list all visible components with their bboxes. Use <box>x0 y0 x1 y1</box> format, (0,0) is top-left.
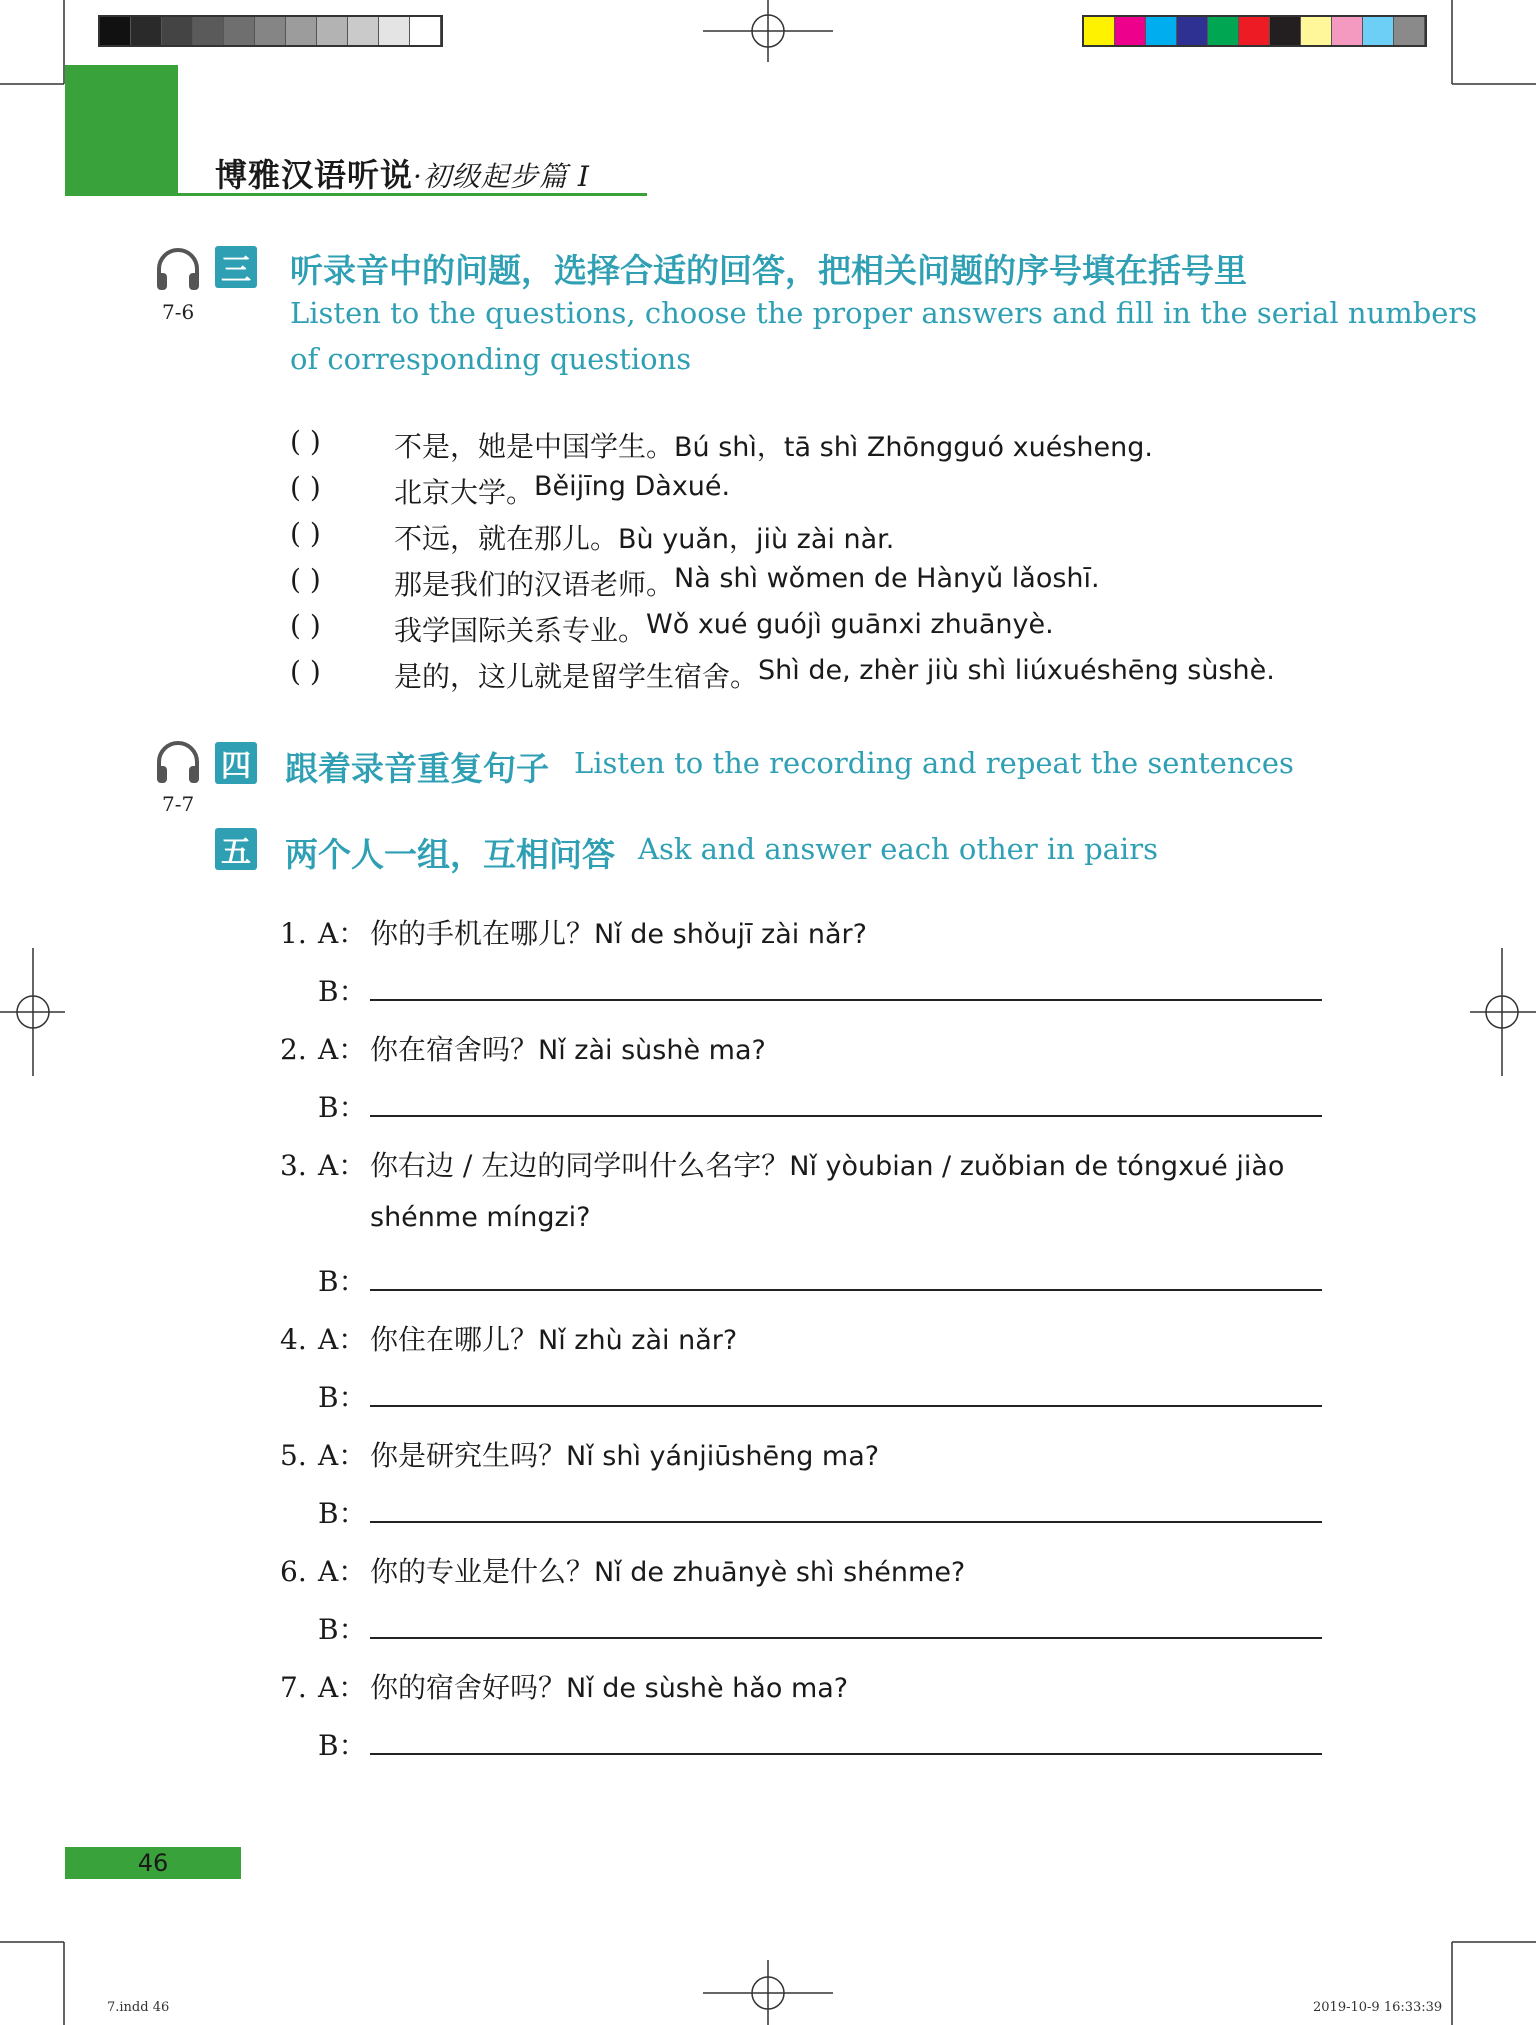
question-pinyin: Nǐ yòubian / zuǒbian de tóngxué jiào <box>789 1151 1285 1182</box>
qa-exercise <box>280 912 1322 1782</box>
section3-title-en-line1: Listen to the questions, choose the proper answers and fill in the serial numbers <box>290 296 1478 330</box>
headphones-icon <box>153 245 203 295</box>
header-green-block <box>65 65 178 195</box>
question-cn: 你在宿舍吗？ <box>370 1033 539 1066</box>
answer-row <box>280 1376 1322 1434</box>
answer-line[interactable] <box>370 1115 1322 1117</box>
book-title-subtitle: ·初级起步篇 I <box>413 160 590 193</box>
question-cn: 你右边 / 左边的同学叫什么名字？ <box>370 1149 790 1182</box>
answer-line[interactable] <box>370 1289 1322 1291</box>
speaker-b: B： <box>318 975 367 1008</box>
section-number-badge: 三 <box>215 246 257 288</box>
answer-cn: 不远，就在那儿。 <box>394 522 619 555</box>
book-title <box>215 150 590 196</box>
speaker-a: A： <box>318 917 367 950</box>
section5-title-en: Ask and answer each other in pairs <box>638 832 1158 866</box>
answer-blank[interactable]: ( ) <box>290 471 321 504</box>
list-item <box>290 655 1275 701</box>
footer-timestamp: 2019-10-9 16:33:39 <box>1313 2000 1443 2015</box>
speaker-a: A： <box>318 1033 367 1066</box>
answer-cn: 那是我们的汉语老师。 <box>394 568 675 601</box>
footer-file-name: 7.indd 46 <box>107 2000 170 2015</box>
question-cn: 你住在哪儿？ <box>370 1323 539 1356</box>
question-cn: 你的宿舍好吗？ <box>370 1671 567 1704</box>
question-pinyin: Nǐ shì yánjiūshēng ma? <box>566 1441 880 1472</box>
speaker-b: B： <box>318 1729 367 1762</box>
headphones-icon <box>153 738 203 788</box>
section4-title-en: Listen to the recording and repeat the sentences <box>574 746 1294 780</box>
question-pinyin: Nǐ zài sùshè ma? <box>538 1035 766 1066</box>
answer-blank[interactable]: ( ) <box>290 517 321 550</box>
speaker-b: B： <box>318 1381 367 1414</box>
page-number: 46 <box>65 1847 241 1879</box>
section5-title-cn: 两个人一组，互相问答 <box>285 835 615 874</box>
list-item <box>290 517 1275 563</box>
question-cn: 你的专业是什么？ <box>370 1555 595 1588</box>
track-number: 7-7 <box>162 792 195 816</box>
question-row <box>280 1318 1322 1376</box>
question-number: 4. <box>280 1323 307 1356</box>
speaker-a: A： <box>318 1439 367 1472</box>
answer-pinyin: Shì de, zhèr jiù shì liúxuéshēng sùshè. <box>758 655 1275 686</box>
question-row <box>280 1028 1322 1086</box>
answer-pinyin: Bú shì，tā shì Zhōngguó xuésheng. <box>674 432 1153 463</box>
section3-title-en-line2: of corresponding questions <box>290 342 692 376</box>
answer-blank[interactable]: ( ) <box>290 425 321 458</box>
question-number: 7. <box>280 1671 307 1704</box>
question-cn: 你的手机在哪儿？ <box>370 917 595 950</box>
answer-cn: 不是，她是中国学生。 <box>394 430 675 463</box>
answer-row <box>280 1086 1322 1144</box>
section4-title-cn: 跟着录音重复句子 <box>285 749 549 788</box>
question-pinyin: Nǐ de zhuānyè shì shénme? <box>594 1557 966 1588</box>
answer-row <box>280 1492 1322 1550</box>
answer-row <box>280 1260 1322 1318</box>
track-number: 7-6 <box>162 300 195 324</box>
list-item <box>290 471 1275 517</box>
answer-pinyin: Bù yuǎn，jiù zài nàr. <box>618 524 895 555</box>
speaker-b: B： <box>318 1497 367 1530</box>
question-row <box>280 912 1322 970</box>
question-pinyin: Nǐ zhù zài nǎr? <box>538 1325 738 1356</box>
answer-row <box>280 1724 1322 1782</box>
answer-row <box>280 1608 1322 1666</box>
answer-pinyin: Wǒ xué guójì guānxi zhuānyè. <box>646 609 1054 640</box>
answer-line[interactable] <box>370 1637 1322 1639</box>
question-number: 2. <box>280 1033 307 1066</box>
list-item <box>290 425 1275 471</box>
answer-blank[interactable]: ( ) <box>290 655 321 688</box>
answer-cn: 我学国际关系专业。 <box>394 614 647 647</box>
speaker-b: B： <box>318 1613 367 1646</box>
question-number: 6. <box>280 1555 307 1588</box>
question-row <box>280 1144 1322 1202</box>
question-pinyin-continued: shénme míngzi? <box>370 1202 591 1233</box>
question-number: 3. <box>280 1149 307 1182</box>
answer-line[interactable] <box>370 999 1322 1001</box>
answer-blank[interactable]: ( ) <box>290 563 321 596</box>
answer-pinyin: Nà shì wǒmen de Hànyǔ lǎoshī. <box>674 563 1100 594</box>
book-title-main: 博雅汉语听说 <box>215 156 414 194</box>
question-row <box>280 1434 1322 1492</box>
speaker-b: B： <box>318 1265 367 1298</box>
question-pinyin: Nǐ de shǒujī zài nǎr? <box>594 919 867 950</box>
answer-cn: 是的，这儿就是留学生宿舍。 <box>394 660 759 693</box>
speaker-a: A： <box>318 1555 367 1588</box>
question-row <box>280 1550 1322 1608</box>
section-number-badge: 五 <box>215 828 257 870</box>
question-number: 5. <box>280 1439 307 1472</box>
answer-line[interactable] <box>370 1753 1322 1755</box>
answer-row <box>280 970 1322 1028</box>
answer-line[interactable] <box>370 1521 1322 1523</box>
section3-title-cn: 听录音中的问题，选择合适的回答，把相关问题的序号填在括号里 <box>290 251 1247 290</box>
speaker-a: A： <box>318 1323 367 1356</box>
question-cn: 你是研究生吗？ <box>370 1439 567 1472</box>
speaker-b: B： <box>318 1091 367 1124</box>
question-pinyin: Nǐ de sùshè hǎo ma? <box>566 1673 849 1704</box>
question-row <box>280 1666 1322 1724</box>
answer-line[interactable] <box>370 1405 1322 1407</box>
speaker-a: A： <box>318 1149 367 1182</box>
answer-blank[interactable]: ( ) <box>290 609 321 642</box>
list-item <box>290 563 1275 609</box>
list-item <box>290 609 1275 655</box>
answer-list <box>290 425 1275 701</box>
question-number: 1. <box>280 917 307 950</box>
question-row-continued <box>280 1202 1322 1260</box>
answer-cn: 北京大学。 <box>394 476 535 509</box>
section-number-badge: 四 <box>215 742 257 784</box>
speaker-a: A： <box>318 1671 367 1704</box>
answer-pinyin: Běijīng Dàxué. <box>534 471 731 502</box>
